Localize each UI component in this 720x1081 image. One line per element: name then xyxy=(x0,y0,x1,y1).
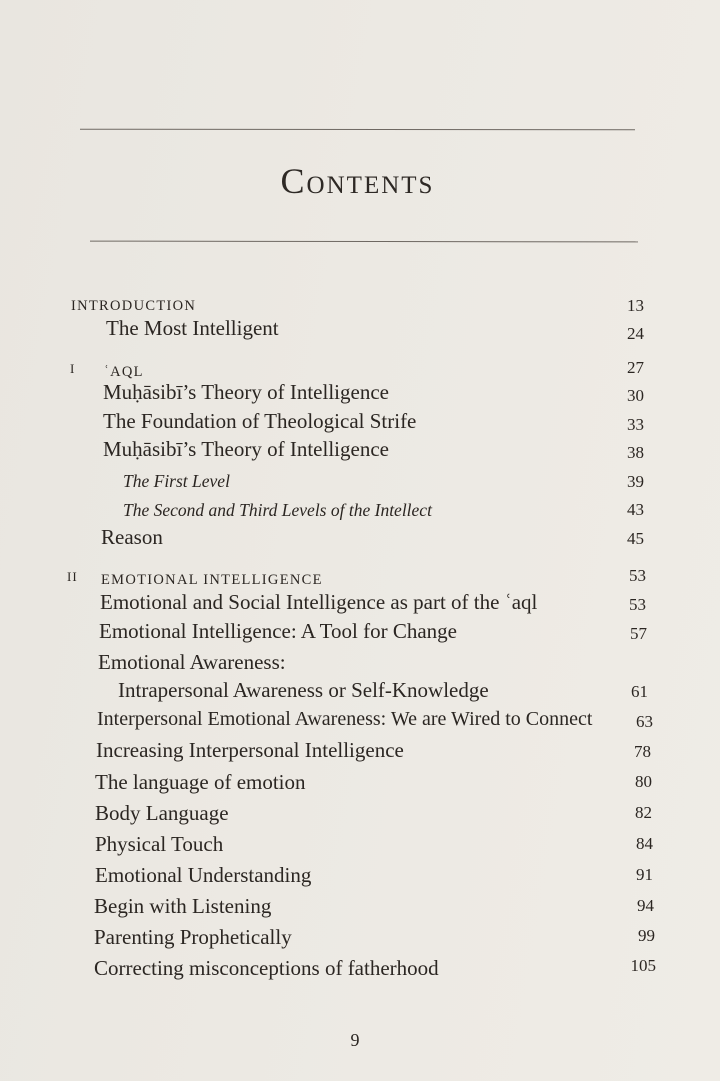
toc-entry-label: Body Language xyxy=(95,801,229,825)
toc-entry-label: Reason xyxy=(101,525,163,549)
toc-entry-label: The Second and Third Levels of the Intellect xyxy=(123,500,432,520)
toc-entry-label: Correcting misconceptions of fatherhood xyxy=(94,956,439,980)
chapter-number: I xyxy=(70,361,76,376)
toc-page-number: 94 xyxy=(637,896,654,915)
toc-entry-label: Parenting Prophetically xyxy=(94,925,292,949)
toc-page-number: 39 xyxy=(627,472,644,491)
page-title: Contents xyxy=(280,161,435,201)
toc-page-number: 24 xyxy=(627,324,644,343)
chapter-number: II xyxy=(67,569,78,584)
toc-page-number: 61 xyxy=(631,682,648,701)
toc-entry-muhasibi-theory xyxy=(103,380,389,405)
toc-entry-begin-with-listening xyxy=(94,894,271,919)
toc-entry-label: Emotional Understanding xyxy=(95,863,312,887)
toc-chapter-emotional-intelligence xyxy=(67,565,323,590)
toc-entry-label: Intrapersonal Awareness or Self-Knowledge xyxy=(118,678,489,702)
toc-entry-label: ʿAQL xyxy=(104,364,144,380)
toc-chapter-aql xyxy=(70,357,144,382)
toc-entry-label: Interpersonal Emotional Awareness: We are Wired to Connect xyxy=(97,708,593,730)
toc-entry-label: INTRODUCTION xyxy=(71,298,197,314)
toc-page-number: 13 xyxy=(627,296,644,315)
toc-entry-body-language xyxy=(95,801,229,826)
toc-entry-label: Muḥāsibī’s Theory of Intelligence xyxy=(103,437,389,461)
toc-entry-language-of-emotion xyxy=(95,770,306,795)
toc-entry-emotional-understanding xyxy=(95,863,311,888)
toc-page-number: 30 xyxy=(627,386,644,405)
toc-entry-the-most-intelligent xyxy=(106,316,279,341)
toc-page-number: 53 xyxy=(629,595,646,614)
toc-entry-label: The language of emotion xyxy=(95,770,306,794)
toc-entry-introduction xyxy=(71,291,196,316)
toc-page-number: 53 xyxy=(629,566,646,585)
top-ornamental-rule xyxy=(80,129,635,130)
toc-page-number: 84 xyxy=(636,834,653,853)
toc-page-number: 43 xyxy=(627,500,644,519)
toc-entry-first-level xyxy=(123,468,230,493)
toc-entry-label: Physical Touch xyxy=(95,832,224,856)
toc-entry-increasing-interpersonal xyxy=(96,738,404,763)
toc-page-number: 38 xyxy=(627,443,644,462)
toc-page-number: 82 xyxy=(635,803,652,822)
toc-page-number: 80 xyxy=(635,772,652,791)
toc-entry-emotional-social-intelligence xyxy=(100,590,537,615)
toc-page-number: 45 xyxy=(627,529,644,548)
toc-entry-label: The Foundation of Theological Strife xyxy=(103,409,417,433)
toc-entry-label: Emotional and Social Intelligence as part of the ʿaql xyxy=(100,590,538,614)
toc-page-number: 78 xyxy=(634,742,651,761)
toc-entry-theological-strife xyxy=(103,409,416,434)
toc-page-number: 63 xyxy=(636,712,653,731)
toc-entry-label: The First Level xyxy=(123,471,230,491)
toc-entry-label: The Most Intelligent xyxy=(106,316,279,340)
toc-page-number: 33 xyxy=(627,415,644,434)
toc-entry-label: Emotional Awareness: xyxy=(98,650,286,674)
toc-page-number: 91 xyxy=(636,865,653,884)
toc-entry-intrapersonal-awareness xyxy=(118,678,489,703)
toc-page-number: 57 xyxy=(630,624,647,643)
bottom-ornamental-rule xyxy=(90,241,638,243)
toc-entry-label: Begin with Listening xyxy=(94,894,272,918)
toc-entry-interpersonal-awareness xyxy=(97,708,592,731)
toc-entry-label: Increasing Interpersonal Intelligence xyxy=(96,738,404,762)
toc-page-number: 99 xyxy=(638,926,655,945)
toc-entry-label: Muḥāsibī’s Theory of Intelligence xyxy=(103,380,389,404)
toc-page-number: 105 xyxy=(630,956,656,975)
toc-entry-second-third-levels xyxy=(123,497,432,522)
toc-entry-label: Emotional Intelligence: A Tool for Change xyxy=(99,619,457,643)
toc-entry-physical-touch xyxy=(95,832,223,857)
page-folio-number: 9 xyxy=(350,1030,360,1050)
toc-page-number: 27 xyxy=(627,358,644,377)
toc-entry-misconceptions-fatherhood xyxy=(94,956,439,981)
toc-entry-label: EMOTIONAL INTELLIGENCE xyxy=(101,572,323,588)
toc-entry-emotional-awareness xyxy=(98,650,286,675)
toc-entry-tool-for-change xyxy=(99,619,457,644)
toc-entry-reason xyxy=(101,525,163,550)
toc-entry-parenting-prophetically xyxy=(94,925,292,950)
toc-entry-muhasibi-theory-2 xyxy=(103,437,389,462)
